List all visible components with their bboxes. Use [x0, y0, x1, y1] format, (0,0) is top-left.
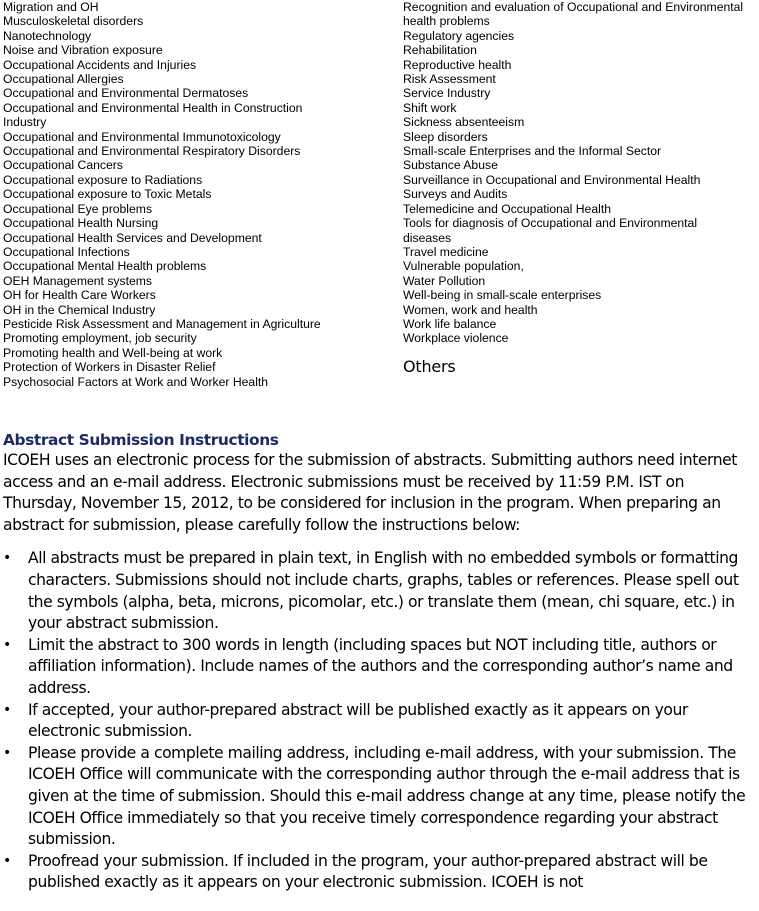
topic-item: Tools for diagnosis of Occupational and Environmental diseases — [403, 216, 698, 245]
topic-item: Well-being in small-scale enterprises — [403, 288, 602, 303]
bullet-icon: • — [3, 636, 11, 653]
topic-item: Occupational Cancers — [3, 158, 123, 173]
topic-item: Musculoskeletal disorders — [3, 14, 144, 29]
topic-item: Sleep disorders — [403, 129, 488, 144]
list-item-text: If accepted, your author-prepared abstract will be published exactly as it appears on your electronic submission. — [28, 700, 688, 741]
list-item — [3, 851, 759, 894]
topic-item: Nanotechnology — [3, 28, 92, 43]
list-item — [3, 635, 759, 700]
list-item-text: Limit the abstract to 300 words in length (including spaces but NOT including title, authors or affiliation information). Include names of the authors and the corresponding author’s name and address. — [28, 635, 733, 697]
topic-item: Shift work — [403, 100, 457, 115]
bullet-icon: • — [3, 550, 11, 567]
list-item-text: Please provide a complete mailing address, including e-mail address, with your submission. The ICOEH Office will communicate with the corresponding author through the e-mail address that is given at the time of submission. Should this e-mail address change at any time, please notify the ICOEH Office immediately so that you receive timely correspondence regarding your abstract submission. — [28, 743, 746, 849]
topic-item: Small-scale Enterprises and the Informal Sector — [403, 144, 662, 159]
topic-item: Occupational Accidents and Injuries — [3, 57, 197, 72]
bullet-icon: • — [3, 744, 11, 761]
topic-item: Occupational Eye problems — [3, 201, 153, 216]
topic-item: Service Industry — [403, 86, 491, 101]
topic-item: Occupational and Environmental Immunotoxicology — [3, 129, 281, 144]
section-title: Abstract Submission Instructions — [3, 431, 279, 449]
topic-item: Occupational Health Nursing — [3, 216, 159, 231]
topic-item: Substance Abuse — [403, 158, 498, 173]
topic-item: Occupational and Environmental Respiratory Disorders — [3, 144, 301, 159]
topic-item: Promoting health and Well-being at work — [3, 345, 223, 360]
list-item-text: Proofread your submission. If included in the program, your author-prepared abstract will be published exactly as it appears on your electronic submission. ICOEH is not — [28, 851, 708, 892]
topic-item: Migration and OH — [3, 0, 99, 14]
topic-item: Telemedicine and Occupational Health — [403, 201, 611, 216]
topic-item: Occupational Allergies — [3, 72, 124, 87]
topic-item: Occupational and Environmental Health in Construction Industry — [3, 100, 303, 130]
topic-item: Protection of Workers in Disaster Relief — [3, 360, 216, 375]
topic-item: Rehabilitation — [403, 43, 477, 58]
topic-item: Workplace violence — [403, 331, 509, 346]
instructions-list — [3, 548, 759, 894]
topic-item: OEH Management systems — [3, 273, 153, 288]
list-item-text: All abstracts must be prepared in plain text, in English with no embedded symbols or formatting characters. Submissions should not include charts, graphs, tables or references. Please spell out the symbols (alpha, beta, microns, picomolar, etc.) or translate them (mean, chi square, etc.) in your abstract submission. — [28, 549, 739, 633]
topic-item: Risk Assessment — [403, 72, 496, 87]
topics-list — [0, 0, 759, 400]
others-heading: Others — [403, 356, 456, 376]
topic-item: Recognition and evaluation of Occupational and Environmental health problems — [403, 0, 744, 29]
topic-item: Regulatory agencies — [403, 28, 515, 43]
topic-item: Noise and Vibration exposure — [3, 43, 163, 58]
topic-item: Occupational and Environmental Dermatoses — [3, 86, 249, 101]
topic-item: Occupational exposure to Radiations — [3, 172, 203, 187]
topic-item: Travel medicine — [403, 244, 489, 259]
topic-item: Surveillance in Occupational and Environmental Health — [403, 172, 701, 187]
topic-item: Occupational exposure to Toxic Metals — [3, 187, 212, 202]
list-item — [3, 548, 759, 634]
topic-item: Sickness absenteeism — [403, 115, 525, 130]
topic-item: Occupational Infections — [3, 244, 130, 259]
list-item — [3, 700, 759, 743]
topic-item: Vulnerable population, — [403, 259, 524, 274]
topic-item: Occupational Mental Health problems — [3, 259, 207, 274]
topic-item: Water Pollution — [403, 273, 486, 288]
topic-item: Women, work and health — [403, 302, 538, 317]
topics-column-right — [403, 0, 759, 374]
topic-item: Promoting employment, job security — [3, 331, 197, 346]
bullet-icon: • — [3, 852, 11, 869]
topic-item: Surveys and Audits — [403, 187, 508, 202]
topics-column-left — [3, 0, 388, 389]
topic-item: Work life balance — [403, 316, 497, 331]
topic-item: Psychosocial Factors at Work and Worker Health — [3, 374, 269, 389]
topic-item: OH for Health Care Workers — [3, 288, 156, 303]
topic-item: Reproductive health — [403, 57, 512, 72]
topic-item: Pesticide Risk Assessment and Management in Agriculture — [3, 316, 321, 331]
abstract-submission-instructions — [3, 430, 759, 894]
list-item — [3, 743, 759, 851]
topic-item: Occupational Health Services and Development — [3, 230, 262, 245]
bullet-icon: • — [3, 701, 11, 718]
intro-paragraph: ICOEH uses an electronic process for the submission of abstracts. Submitting authors need internet access and an e-mail address. Electronic submissions must be received by 11:59 P.M. IST on Thursday, November 15, 2012, to be considered for inclusion in the program. When preparing an abstract for submission, please carefully follow the instructions below: — [3, 451, 737, 534]
topic-item: OH in the Chemical Industry — [3, 302, 156, 317]
